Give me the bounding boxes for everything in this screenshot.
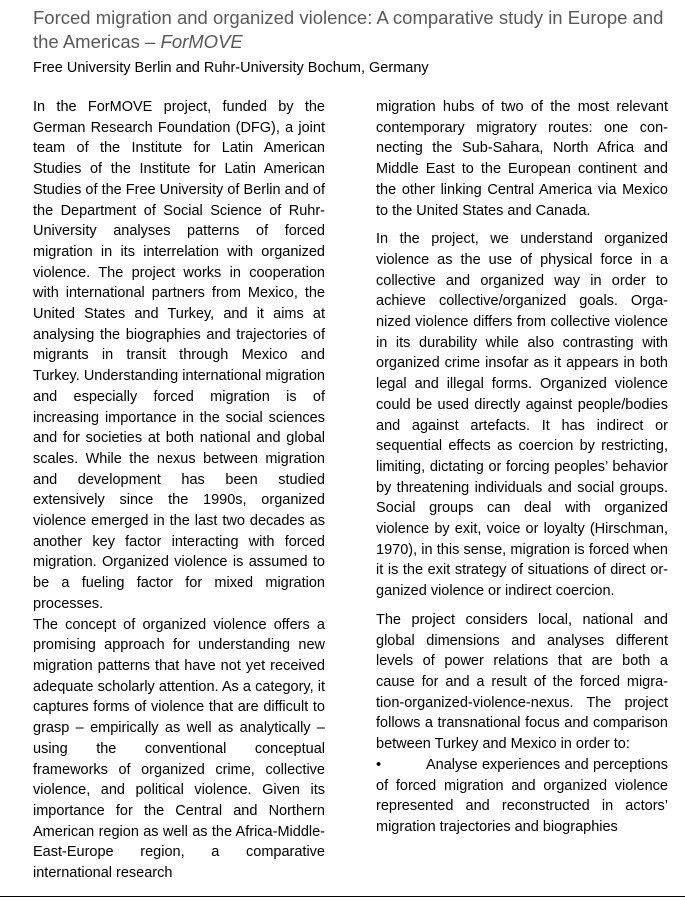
bullet-icon: • [376, 756, 382, 773]
bottom-divider [0, 896, 685, 897]
right-column [376, 97, 668, 838]
affiliation: Free University Berlin and Ruhr-University Bochum, Germany [33, 60, 429, 76]
right-paragraph-3: The project considers local, national and global dimensions and analyses different levels of power relations that are both a cause for and a result of the forced migration-organized-violence-nexus. The project follows a transnational focus and comparison between Turkey and Mexico in order to: [376, 611, 668, 753]
left-paragraph-2: The concept of organized violence offers a promising approach for understanding new migration patterns that have not yet received adequate scholarly attention. As a category, it captures forms of violence that are difficult to grasp – empirically as well as analytically – using the conventional conceptual frameworks of organized crime, collective violence, and political violence. Given its importance for the Central and Northern American region as well as the Africa-Middle-East-Europe region, a comparative international research [33, 616, 325, 882]
title-text: Forced migration and organized violence: A comparative study in Europe and the Americas – [33, 7, 664, 52]
page-title [33, 6, 673, 54]
right-paragraph-1: migration hubs of two of the most relevant contemporary migratory routes: one connecting the Sub-Sahara, North Africa and Middle East to the European continent and the other linking Central America via Mexico to the United States and Canada. [376, 99, 668, 219]
bullet-text-content: Analyse experiences and perceptions of forced migration and organized violence represented and reconstructed in actors’ migration trajectories and biographies [376, 756, 668, 835]
right-paragraph-2: In the project, we understand organized violence as the use of physical force in a collective and organized way in order to achieve collective/organized goals. Organized violence differs from collective violence in its durability while also contrasting with organized crime insofar as it appears in both legal and illegal forms. Organized violence could be used directly against people/bodies and against artefacts. It has indirect or sequential effects as coercion by restricting, limiting, dictating or forcing peoples’ behavior by threatening individuals and social groups. Social groups can deal with organized violence by exit, voice or loyalty (Hirschman, 1970), in this sense, migration is forced when it is the exit strategy of situations of direct organized violence or indirect coercion. [376, 231, 668, 600]
left-paragraph-1: In the ForMOVE project, funded by the German Research Foundation (DFG), a joint team of the Institute for Latin American Studies of the Institute for Latin American Studies of the Free University of Berlin and of the Department of Social Science of Ruhr-University analyses patterns of forced migration in its interrelation with organized violence. The project works in cooperation with international partners from Mexico, the United States and Turkey, and it aims at analysing the biographies and trajectories of migrants in transit through Mexico and Turkey. Understanding international migration and especially forced migration is of increasing importance in the social sciences and for societies at both national and global scales. While the nexus between migration and development has been studied extensively since the 1990s, organized violence emerged in the last two decades as another key factor interacting with forced migration. Organized violence is assumed to be a fueling factor for mixed migration processes. [33, 99, 325, 612]
title-project-name: ForMOVE [160, 31, 243, 52]
left-column [33, 97, 325, 884]
